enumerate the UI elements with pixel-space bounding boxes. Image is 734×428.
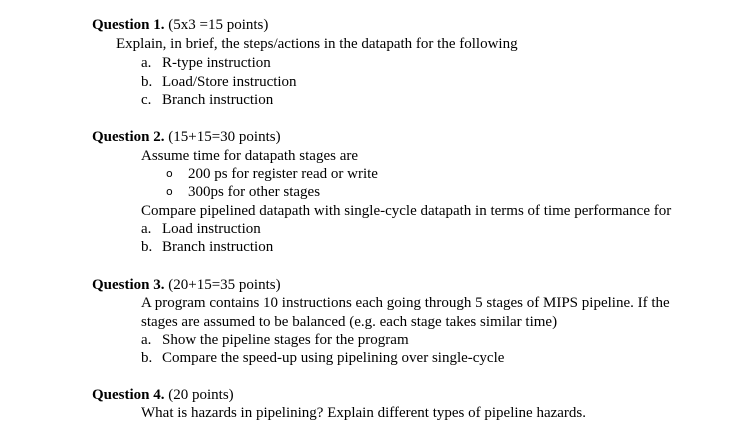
item-marker: c. — [141, 92, 152, 108]
item-marker: b. — [141, 239, 153, 255]
question-3-item-a — [141, 331, 409, 349]
item-text: Branch instruction — [162, 92, 274, 108]
question-1-label: Question 1. — [92, 17, 165, 33]
question-3-item-b — [141, 349, 504, 367]
question-3-label: Question 3. — [92, 277, 165, 293]
question-3-prompt-line-1: A program contains 10 instructions each going through 5 stages of MIPS pipeline. If the — [141, 295, 670, 311]
item-text: Load/Store instruction — [162, 74, 297, 90]
question-2-label: Question 2. — [92, 129, 165, 145]
question-2-heading — [92, 128, 281, 146]
question-2-points: (15+15=30 points) — [168, 129, 281, 145]
item-text: Branch instruction — [162, 239, 274, 255]
item-marker: a. — [141, 55, 152, 71]
question-4-points: (20 points) — [168, 387, 234, 403]
question-3-points: (20+15=35 points) — [168, 277, 281, 293]
item-marker: a. — [141, 332, 152, 348]
question-2-item-a — [141, 220, 261, 238]
question-3-prompt-line-2: stages are assumed to be balanced (e.g. each stage takes similar time) — [141, 314, 558, 330]
question-4-label: Question 4. — [92, 387, 165, 403]
question-1-item-a — [141, 54, 271, 72]
question-1-prompt: Explain, in brief, the steps/actions in the datapath for the following — [116, 36, 518, 52]
question-4-prompt: What is hazards in pipelining? Explain different types of pipeline hazards. — [141, 405, 586, 421]
question-1-heading — [92, 16, 268, 34]
item-text: Load instruction — [162, 221, 261, 237]
bullet-icon: o — [166, 185, 173, 198]
question-2-compare: Compare pipelined datapath with single-cycle datapath in terms of time performance for — [141, 203, 672, 219]
item-text: R-type instruction — [162, 55, 271, 71]
bullet-text: 300ps for other stages — [188, 184, 321, 200]
item-marker: a. — [141, 221, 152, 237]
item-text: Show the pipeline stages for the program — [162, 332, 409, 348]
item-text: Compare the speed-up using pipelining over single-cycle — [162, 350, 505, 366]
question-2-item-b — [141, 238, 273, 256]
question-3-heading — [92, 276, 281, 294]
bullet-icon: o — [166, 167, 173, 180]
item-marker: b. — [141, 74, 153, 90]
question-4-heading — [92, 386, 234, 404]
item-marker: b. — [141, 350, 153, 366]
question-2-bullet-2 — [166, 183, 320, 201]
question-2-prompt: Assume time for datapath stages are — [141, 148, 359, 164]
question-1-points: (5x3 =15 points) — [168, 17, 269, 33]
question-1-item-b — [141, 73, 297, 91]
bullet-text: 200 ps for register read or write — [188, 166, 378, 182]
question-1-item-c — [141, 91, 273, 109]
question-2-bullet-1 — [166, 165, 378, 183]
